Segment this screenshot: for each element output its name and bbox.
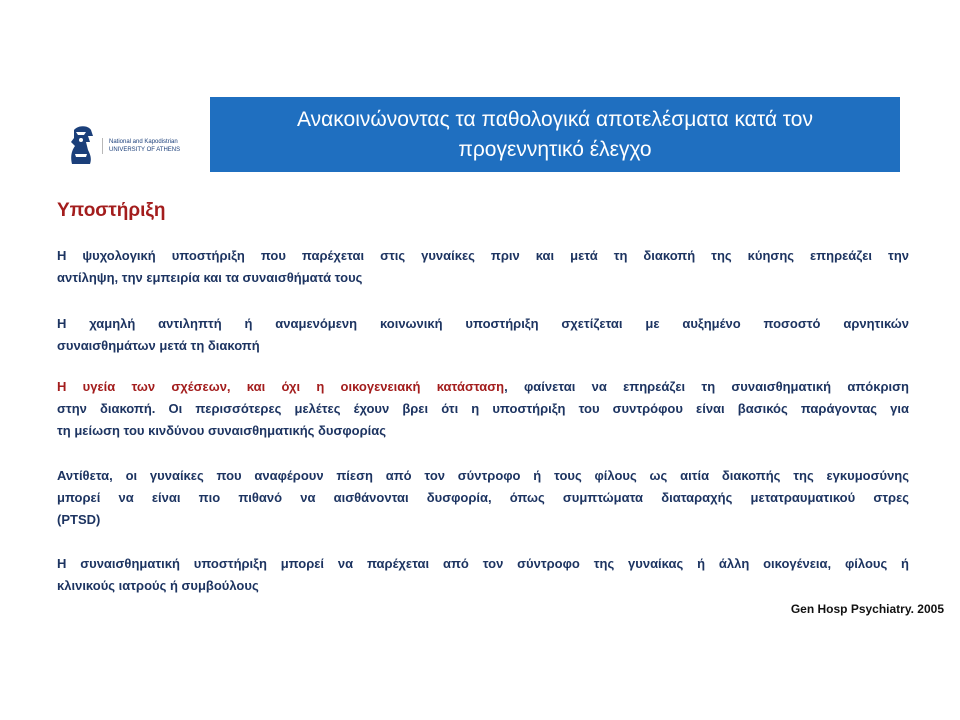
paragraph-line: Η ψυχολογική υποστήριξη που παρέχεται στις γυναίκες πριν και μετά τη διακοπή της κύησης επηρεάζει την: [57, 248, 909, 263]
slide-title-banner: [210, 97, 900, 172]
paragraph-partner-pressure: [57, 465, 909, 531]
slide-title-line-2: προγεννητικό έλεγχο: [458, 137, 652, 161]
paragraph-relationship-health: [57, 376, 909, 442]
athena-head-icon: [66, 124, 96, 168]
highlighted-phrase: Η υγεία των σχέσεων, και όχι η οικογενειακή κατάσταση: [57, 379, 505, 394]
paragraph-line: (PTSD): [57, 512, 101, 527]
paragraph-line: μπορεί να είναι πιο πιθανό να αισθάνονται δυσφορία, όπως συμπτώματα διαταραχής μετατραυματικού στρες: [57, 490, 909, 505]
logo-line-2: UNIVERSITY OF ATHENS: [109, 147, 181, 153]
paragraph-line: [57, 376, 909, 398]
paragraph-line: Αντίθετα, οι γυναίκες που αναφέρουν πίεση από τον σύντροφο ή τους φίλους ως αιτία διακοπής της εγκυμοσύνης: [57, 468, 909, 483]
paragraph-line-rest: , φαίνεται να επηρεάζει τη συναισθηματική απόκριση: [504, 379, 909, 394]
paragraph-line: στην διακοπή. Οι περισσότερες μελέτες έχουν βρει ότι η υποστήριξη του συντρόφου είναι βασικός παράγοντας για: [57, 401, 909, 416]
paragraph-line: κλινικούς ιατρούς ή συμβούλους: [57, 578, 259, 593]
paragraph-line: Η χαμηλή αντιληπτή ή αναμενόμενη κοινωνική υποστήριξη σχετίζεται με αυξημένο ποσοστό αρνητικών: [57, 316, 909, 331]
section-heading: Υποστήριξη: [57, 200, 166, 221]
paragraph-psychological-support: [57, 245, 909, 289]
paragraph-line: αντίληψη, την εμπειρία και τα συναισθήματά τους: [57, 270, 363, 285]
slide-title-line-1: Ανακοινώνοντας τα παθολογικά αποτελέσματα κατά τον: [297, 107, 813, 131]
paragraph-line: συναισθημάτων μετά τη διακοπή: [57, 338, 260, 353]
paragraph-emotional-support-sources: [57, 553, 909, 597]
citation: Gen Hosp Psychiatry. 2005: [790, 602, 944, 616]
paragraph-social-support: [57, 313, 909, 357]
university-logo: [66, 122, 186, 170]
paragraph-line: τη μείωση του κινδύνου συναισθηματικής δυσφορίας: [57, 423, 387, 438]
logo-line-1: National and Kapodistrian: [109, 139, 178, 145]
logo-text: [102, 138, 180, 154]
paragraph-line: Η συναισθηματική υποστήριξη μπορεί να παρέχεται από τον σύντροφο της γυναίκας ή άλλη οικογένεια, φίλους ή: [57, 556, 909, 571]
